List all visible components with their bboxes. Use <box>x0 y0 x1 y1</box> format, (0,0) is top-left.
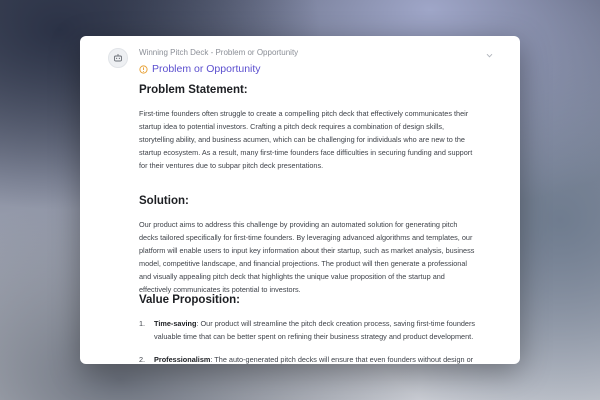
solution-heading: Solution: <box>139 195 189 207</box>
paragraph-line: for their ventures due to subpar pitch deck presentations. <box>139 161 324 170</box>
paragraph-line: and visually appealing pitch deck that highlights the unique value proposition of the startup and <box>139 272 445 281</box>
list-item-label: Time-saving <box>154 319 197 328</box>
paragraph-line: startup idea to potential investors. Crafting a pitch deck requires a combination of design skills, <box>139 122 445 131</box>
page-title: Problem or Opportunity <box>152 63 261 75</box>
paragraph-line: startup ecosystem. As a result, many first-time founders face difficulties in securing funding and support <box>139 148 473 157</box>
page-title-row <box>139 63 261 75</box>
paragraph-line: First-time founders often struggle to create a compelling pitch deck that effectively communicates their <box>139 109 469 118</box>
list-number: 1. <box>139 319 146 328</box>
list-item-label: Professionalism <box>154 355 211 364</box>
lightbulb-icon <box>139 65 148 74</box>
paragraph-line: model, competitive landscape, and financial projections. The product will then generate a professional <box>139 259 468 268</box>
list-item-text: valuable time that can be better spent on refining their business strategy and product development. <box>154 332 474 341</box>
value-proposition-heading: Value Proposition: <box>139 294 240 306</box>
paragraph-line: effectively communicates its potential to investors. <box>139 285 301 294</box>
problem-paragraph <box>139 107 472 172</box>
problem-heading: Problem Statement: <box>139 84 248 96</box>
paragraph-line: decks tailored specifically for first-time founders. By leveraging advanced algorithms and templates, our <box>139 233 473 242</box>
list-item-text: : Our product will streamline the pitch deck creation process, saving first-time founders <box>196 319 476 328</box>
paragraph-line: Our product aims to address this challenge by providing an automated solution for generating pitch <box>139 220 458 229</box>
chevron-down-icon[interactable] <box>485 47 494 65</box>
document-card <box>80 36 520 364</box>
list-item-text: : The auto-generated pitch decks will ensure that even founders without design or <box>210 355 474 364</box>
value-proposition-list <box>139 317 499 364</box>
list-item <box>139 317 499 343</box>
list-number: 2. <box>139 355 146 364</box>
list-item <box>139 353 499 364</box>
breadcrumb: Winning Pitch Deck - Problem or Opportunity <box>139 48 299 57</box>
robot-icon <box>108 48 128 68</box>
paragraph-line: storytelling ability, and business acumen, which can be challenging for individuals who are new to the <box>139 135 465 144</box>
solution-paragraph <box>139 218 474 296</box>
paragraph-line: platform will enable users to input key information about their startup, such as market analysis, business <box>139 246 475 255</box>
